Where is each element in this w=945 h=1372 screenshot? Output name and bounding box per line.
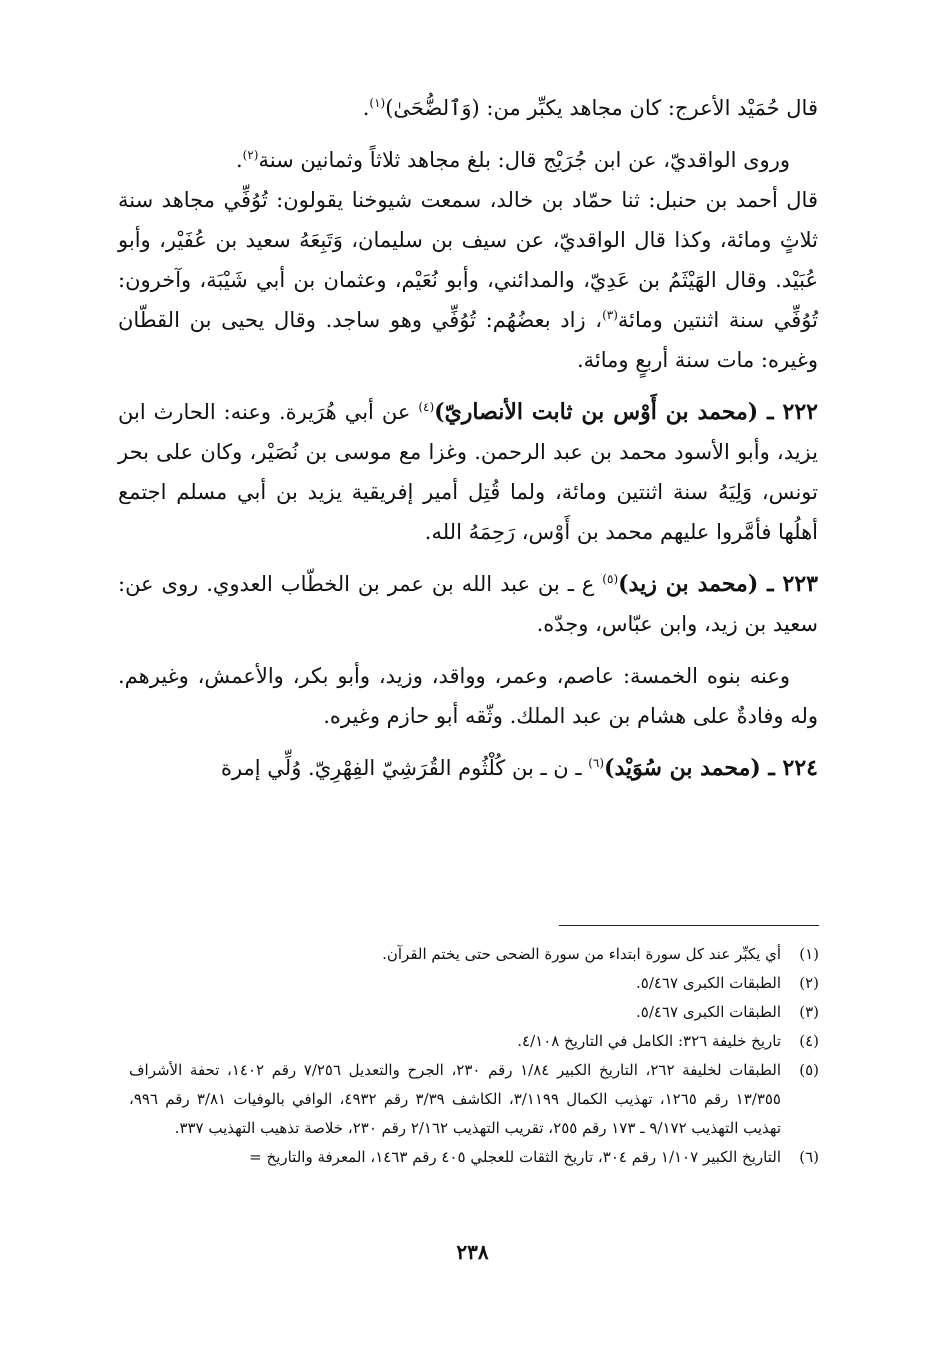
footnote-ref-2: (٢) — [242, 148, 259, 162]
footnote-1 — [129, 940, 819, 969]
footnote-number: (١) — [799, 945, 819, 963]
footnote-5 — [129, 1056, 819, 1143]
paragraph-waqidi — [118, 140, 818, 180]
paragraph-humayd — [118, 88, 818, 128]
footnote-ref-4: (٤) — [418, 400, 435, 414]
footnote-text: تاريخ خليفة ٣٢٦: الكامل في التاريخ ٤/١٠٨. — [517, 1032, 781, 1050]
entry-text: عن أبي هُرَيرة. وعنه: الحارث ابن يزيد، وأبو الأسود محمد بن عبد الرحمن. وغزا مع موسى بن نُصَيْر، وكان على بحر تونس، وَلِيَهُ سنة اثنتين ومائة، ولما قُتِل أمير إفريقية يزيد بن أبي مسلم اجتمع أهلُها فأمَّروا عليهم محمد بن أَوْس، رَحِمَهُ الله. — [118, 400, 818, 544]
paragraph-end: . — [235, 148, 243, 172]
paragraph-text: قال حُمَيْد الأعرج: كان مجاهد يكبِّر من: (وَٱلضُّحَىٰ) — [385, 96, 818, 120]
footnote-ref-3: (٣) — [602, 308, 618, 322]
entry-222 — [118, 392, 818, 552]
footnote-ref-5: (٥) — [602, 572, 619, 586]
entry-text: ـ ن ـ بن كُلْثُوم القُرَشِيّ الفِهْرِيّ. وُلِّي إمرة — [220, 756, 589, 780]
entry-heading: ٢٢٢ ـ (محمد بن أَوْس بن ثابت الأنصاريّ) — [434, 399, 818, 425]
footnote-number: (٣) — [799, 1003, 819, 1021]
footnote-number: (٤) — [799, 1032, 819, 1050]
entry-heading: ٢٢٣ ـ (محمد بن زيد) — [618, 571, 818, 597]
footnote-text: التاريخ الكبير ١/١٠٧ رقم ٣٠٤، تاريخ الثقات للعجلي ٤٠٥ رقم ١٤٦٣، المعرفة والتاريخ = — [249, 1148, 781, 1166]
entry-224 — [118, 748, 818, 788]
footnote-separator — [559, 925, 819, 926]
footnote-ref-6: (٦) — [588, 756, 605, 770]
paragraph-text: ، زاد بعضُهُم: تُوُفِّي وهو ساجد. وقال يحيى بن القطّان وغيره: مات سنة أربعٍ ومائة. — [118, 308, 818, 372]
main-text — [118, 88, 818, 788]
entry-text: وعنه بنوه الخمسة: عاصم، وعمر، وواقد، وزيد، وأبو بكر، والأعمش، وغيرهم. وله وفادةٌ على هشام بن عبد الملك. وثّقه أبو حازم وغيره. — [118, 664, 818, 728]
footnote-2 — [129, 969, 819, 998]
footnote-number: (٢) — [799, 974, 819, 992]
footnote-text: أي يكبِّر عند كل سورة ابتداء من سورة الضحى حتى يختم القرآن. — [382, 945, 781, 963]
footnotes — [129, 940, 819, 1172]
entry-heading: ٢٢٤ ـ (محمد بن سُوَيْد) — [604, 755, 818, 781]
footnote-6 — [129, 1143, 819, 1172]
footnote-number: (٦) — [799, 1148, 819, 1166]
footnote-number: (٥) — [799, 1061, 819, 1079]
paragraph-text: وروى الواقديّ، عن ابن جُرَيْج قال: بلغ مجاهد ثلاثاً وثمانين سنة — [258, 148, 790, 172]
paragraph-end: . — [362, 96, 370, 120]
footnote-3 — [129, 998, 819, 1027]
footnote-text: الطبقات الكبرى ٥/٤٦٧. — [635, 1003, 781, 1021]
entry-text: ع ـ بن عبد الله بن عمر بن الخطّاب العدوي. روى عن: سعيد بن زيد، وابن عبّاس، وجدّه. — [118, 572, 818, 636]
footnote-text: الطبقات الكبرى ٥/٤٦٧. — [635, 974, 781, 992]
page-number: ٢٣٨ — [456, 1240, 489, 1264]
footnote-text: الطبقات لخليفة ٢٦٢، التاريخ الكبير ١/٨٤ رقم ٢٣٠، الجرح والتعديل ٧/٢٥٦ رقم ١٤٠٢، تحفة الأشراف ١٣/٣٥٥ رقم ١٢٦٥، تهذيب الكمال ٣/١١٩٩، الكاشف ٣/٣٩ رقم ٤٩٣٢، الوافي بالوفيات ٣/٨١ رقم ٩٩٦، تهذيب التهذيب ٩/١٧٢ ـ ١٧٣ رقم ٢٥٥، تقريب التهذيب ٢/١٦٢ رقم ٢٣٠، خلاصة تذهيب التهذيب ٣٣٧. — [129, 1061, 782, 1137]
paragraph-text: قال أحمد بن حنبل: ثنا حمّاد بن خالد، سمعت شيوخنا يقولون: تُوُفِّي مجاهد سنة ثلاثٍ ومائة، وكذا قال الواقديّ، عن سيف بن سليمان، وَتَبِعَهُ سعيد بن عُفَيْر، وأبو عُبَيْد. وقال الهَيْثَمُ بن عَدِيّ، والمدائني، وأبو نُعَيْم، وعثمان بن أبي شَيْبَة، وآخرون: تُوُفِّي سنة اثنتين ومائة — [118, 188, 818, 332]
footnote-ref-1: (١) — [369, 96, 386, 110]
paragraph-hanbal — [118, 180, 818, 380]
entry-223-students — [118, 656, 818, 736]
footnote-4 — [129, 1027, 819, 1056]
entry-223 — [118, 564, 818, 644]
